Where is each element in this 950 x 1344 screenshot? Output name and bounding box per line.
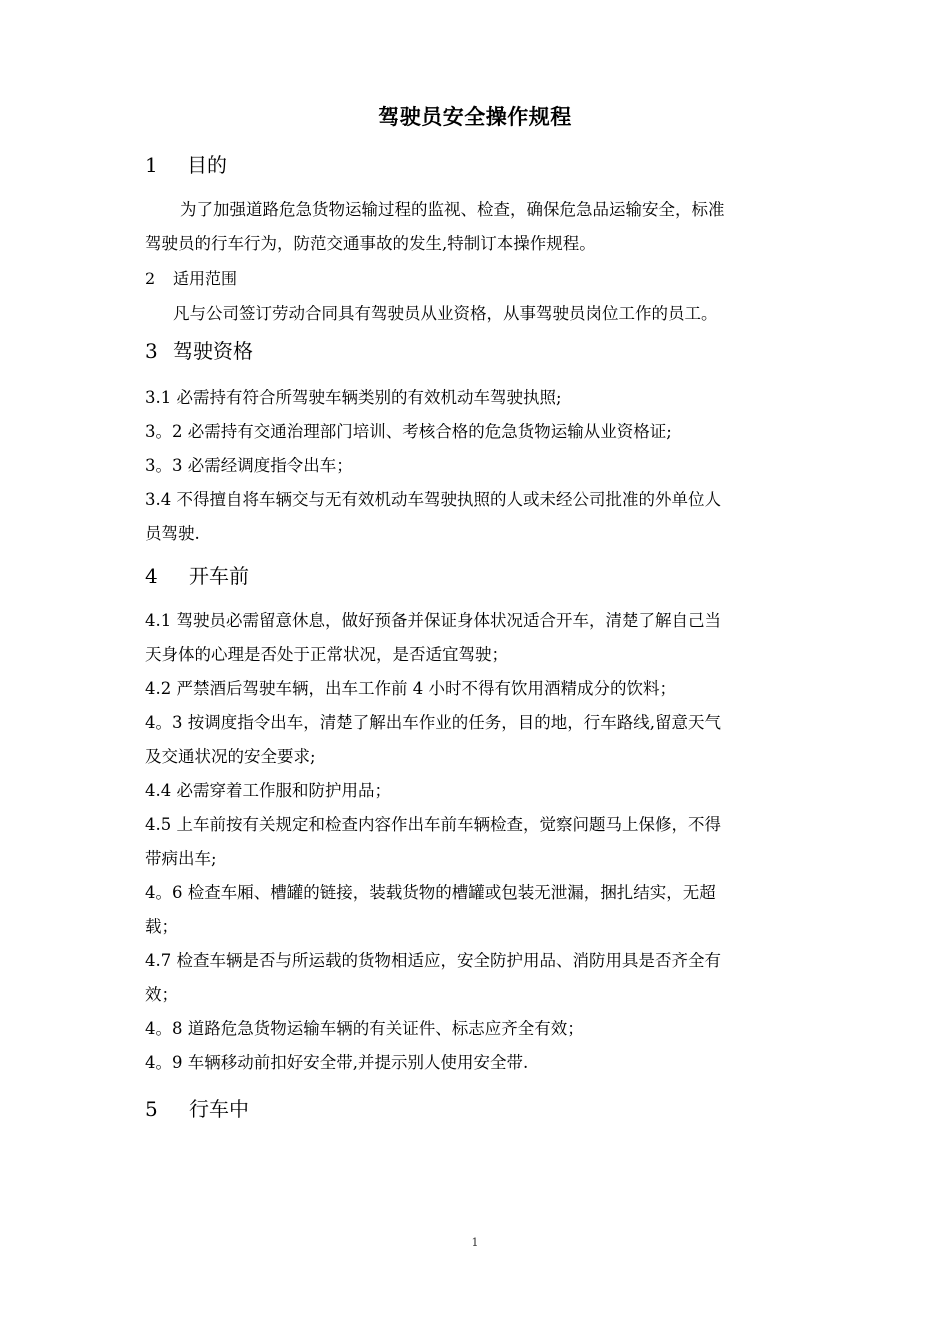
section-1-body — [145, 193, 810, 261]
section-number: 3 — [145, 339, 158, 363]
section-4-items — [145, 604, 810, 1080]
list-item: 3。3 必需经调度指令出车； — [145, 456, 353, 475]
list-item: 4.5 上车前按有关规定和检查内容作出车前车辆检查，觉察问题马上保修，不得 — [145, 815, 721, 834]
list-item: 3.4 不得擅自将车辆交与无有效机动车驾驶执照的人或未经公司批准的外单位人 — [145, 490, 721, 509]
section-2-heading — [145, 266, 237, 292]
section-title: 开车前 — [189, 564, 249, 588]
paragraph-line: 为了加强道路危急货物运输过程的监视、检查，确保危急品运输安全，标准 — [180, 200, 725, 219]
document-title: 驾驶员安全操作规程 — [378, 104, 572, 129]
list-item: 3。2 必需持有交通治理部门培训、考核合格的危急货物运输从业资格证; — [145, 422, 672, 441]
section-3-heading — [145, 336, 253, 366]
list-item: 4.4 必需穿着工作服和防护用品； — [145, 781, 391, 800]
section-2-body — [145, 297, 810, 331]
section-1-heading — [145, 150, 227, 180]
list-item: 4。8 道路危急货物运输车辆的有关证件、标志应齐全有效； — [145, 1019, 584, 1038]
list-item: 3.1 必需持有符合所驾驶车辆类别的有效机动车驾驶执照; — [145, 388, 562, 407]
list-item: 4。6 检查车厢、槽罐的链接，装载货物的槽罐或包装无泄漏，捆扎结实，无超 — [145, 883, 716, 902]
list-item-continuation: 天身体的心理是否处于正常状况，是否适宜驾驶； — [145, 645, 508, 664]
list-item: 4。9 车辆移动前扣好安全带,并提示别人使用安全带. — [145, 1053, 529, 1072]
section-number: 1 — [145, 153, 158, 177]
section-5-heading — [145, 1094, 249, 1124]
list-item-continuation: 载； — [145, 917, 178, 936]
section-number: 5 — [145, 1097, 158, 1121]
list-item: 4.2 严禁酒后驾驶车辆，出车工作前 4 小时不得有饮用酒精成分的饮料； — [145, 679, 676, 698]
section-title: 行车中 — [189, 1097, 249, 1121]
section-3-items — [145, 381, 810, 551]
section-title: 目的 — [187, 153, 227, 177]
section-number: 4 — [145, 564, 158, 588]
list-item-continuation: 及交通状况的安全要求; — [145, 747, 316, 766]
page-number: 1 — [471, 1236, 479, 1249]
list-item: 4.7 检查车辆是否与所运载的货物相适应，安全防护用品、消防用具是否齐全有 — [145, 951, 721, 970]
list-item-continuation: 带病出车; — [145, 849, 217, 868]
list-item-continuation: 员驾驶. — [145, 524, 200, 543]
paragraph-line: 凡与公司签订劳动合同具有驾驶员从业资格，从事驾驶员岗位工作的员工。 — [173, 304, 718, 323]
list-item-continuation: 效； — [145, 985, 178, 1004]
section-title: 适用范围 — [173, 269, 238, 288]
list-item: 4。3 按调度指令出车，清楚了解出车作业的任务，目的地，行车路线,留意天气 — [145, 713, 721, 732]
section-4-heading — [145, 561, 249, 591]
section-number: 2 — [145, 269, 156, 288]
paragraph-line: 驾驶员的行车行为，防范交通事故的发生,特制订本操作规程。 — [145, 234, 596, 253]
list-item: 4.1 驾驶员必需留意休息，做好预备并保证身体状况适合开车，清楚了解自己当 — [145, 611, 721, 630]
section-title: 驾驶资格 — [173, 339, 253, 363]
